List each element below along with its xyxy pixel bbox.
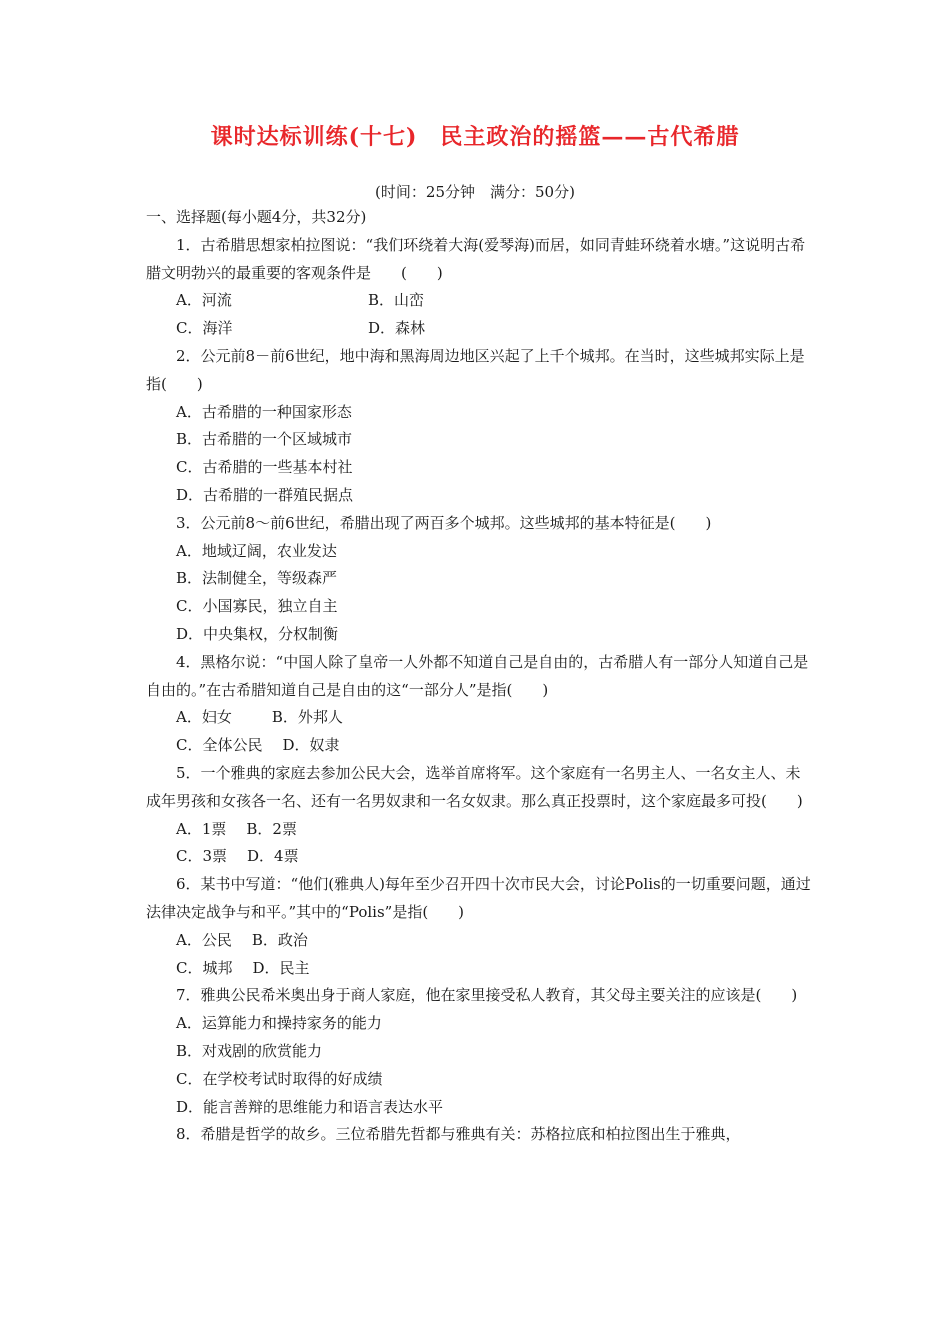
question-7-stem: 7．雅典公民希米奥出身于商人家庭，他在家里接受私人教育，其父母主要关注的应该是( ) [176,986,798,1005]
option-b: B．政治 [251,930,308,949]
option-c: C．小国寡民，独立自主 [176,597,338,616]
option-c: C．全体公民 [176,736,263,755]
option-a: A．妇女 [176,708,232,727]
option-c: C．3票 [176,847,228,866]
option-b: B．古希腊的一个区域城市 [176,430,353,449]
question-6-options-row [146,955,812,983]
option-b: B．山峦 [368,291,425,310]
option-d: D．能言善辩的思维能力和语言表达水平 [176,1097,444,1116]
page-title: 课时达标训练(十七) 民主政治的摇篮——古代希腊 [210,124,740,150]
option-b: B．2票 [246,819,297,838]
option-d: D．4票 [247,847,299,866]
option-a: A．运算能力和操持家务的能力 [176,1014,382,1033]
option-a: A．1票 [176,819,227,838]
question-1-options-row [146,287,812,315]
option-b: B．对戏剧的欣赏能力 [176,1041,323,1060]
option-c: C．城邦 [176,958,233,977]
option-d: D．民主 [252,958,310,977]
section-heading: 一、选择题(每小题4分，共32分) [146,208,367,226]
option-c: C．在学校考试时取得的好成绩 [176,1069,383,1088]
question-8-stem: 8．希腊是哲学的故乡。三位希腊先哲都与雅典有关：苏格拉底和柏拉图出生于雅典， [176,1125,741,1144]
question-4-options-row [146,704,812,732]
option-a: A．河流 [176,291,232,310]
option-a: A．公民 [176,930,232,949]
exam-meta: (时间：25分钟 满分：50分) [375,183,575,201]
option-b: B．法制健全，等级森严 [176,569,338,588]
question-2-stem: 2．公元前8－前6世纪，地中海和黑海周边地区兴起了上千个城邦。在当时，这些城邦实际上是指( ) [146,346,805,393]
question-6-options-row [146,927,812,955]
question-5-options-row [146,816,812,844]
question-5-stem: 5．一个雅典的家庭去参加公民大会，选举首席将军。这个家庭有一名男主人、一名女主人、未成年男孩和女孩各一名、还有一名男奴隶和一名女奴隶。那么真正投票时，这个家庭最多可投( ) [146,763,803,810]
option-a: A．地域辽阔，农业发达 [176,541,337,560]
option-c: C．海洋 [176,319,233,338]
option-d: D．奴隶 [282,736,340,755]
option-d: D．古希腊的一群殖民据点 [176,485,354,504]
question-4-options-row [146,732,812,760]
question-1-options-row [146,315,812,343]
question-4-stem: 4．黑格尔说：“中国人除了皇帝一人外都不知道自己是自由的，古希腊人有一部分人知道自己是自由的。”在古希腊知道自己是自由的这“一部分人”是指( ) [146,652,809,699]
option-a: A．古希腊的一种国家形态 [176,402,352,421]
option-c: C．古希腊的一些基本村社 [176,458,353,477]
question-6-stem: 6．某书中写道：“他们(雅典人)每年至少召开四十次市民大会，讨论Polis的一切重要问题，通过法律决定战争与和平。”其中的“Polis”是指( ) [146,875,811,921]
question-list [146,204,812,1149]
question-5-options-row [146,843,812,871]
question-3-stem: 3．公元前8～前6世纪，希腊出现了两百多个城邦。这些城邦的基本特征是( ) [176,513,712,532]
option-d: D．中央集权，分权制衡 [176,624,339,643]
option-d: D．森林 [368,319,426,338]
option-b: B．外邦人 [271,708,343,727]
question-1-stem: 1．古希腊思想家柏拉图说：“我们环绕着大海(爱琴海)而居，如同青蛙环绕着水塘。”这说明古希腊文明勃兴的最重要的客观条件是 ( ) [146,235,806,282]
